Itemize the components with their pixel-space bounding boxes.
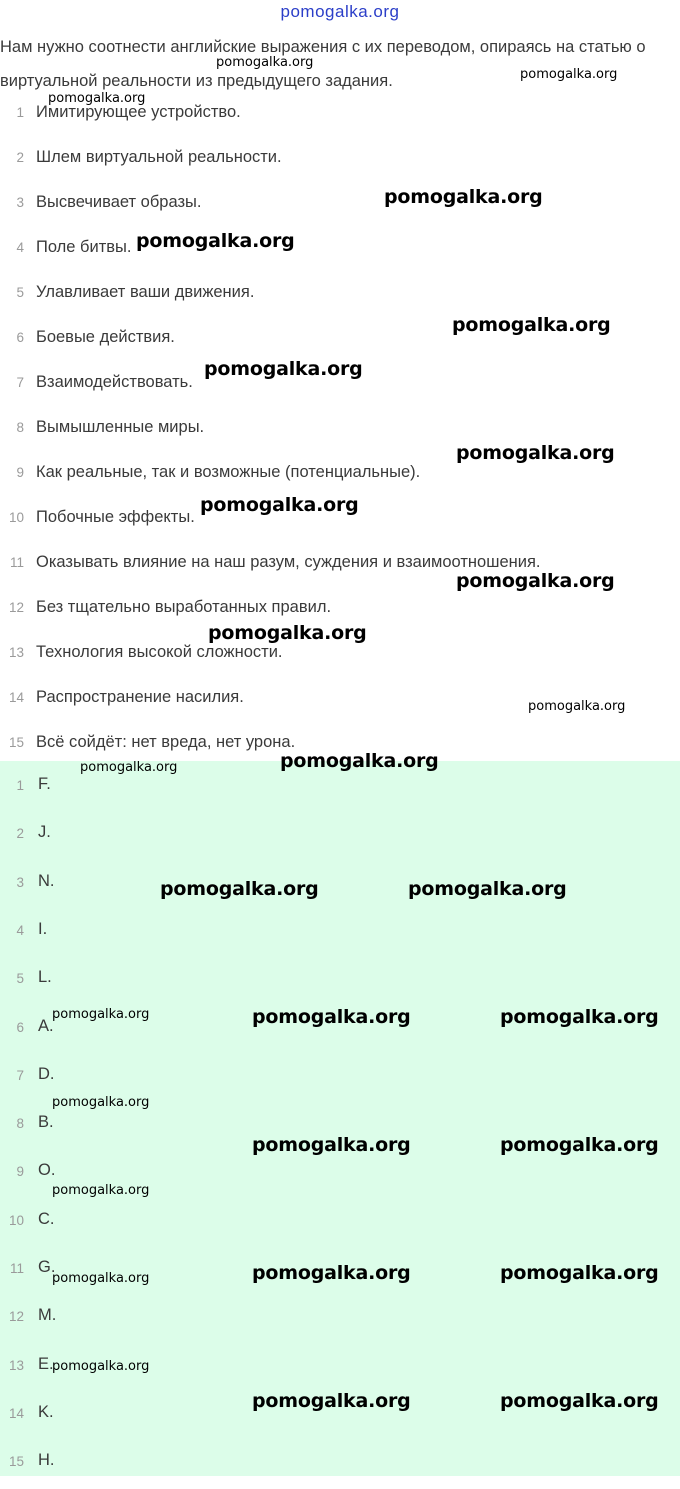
- item-text: Улавливает ваши движения.: [36, 283, 255, 301]
- item-number: 2: [16, 150, 24, 165]
- watermark-text: pomogalka.org: [520, 67, 618, 82]
- answer-number: 1: [16, 778, 24, 793]
- answer-letter: B.: [38, 1113, 54, 1132]
- watermark-text: pomogalka.org: [500, 1134, 659, 1156]
- watermark-text: pomogalka.org: [528, 699, 626, 714]
- answer-number: 8: [16, 1116, 24, 1132]
- item-text: Как реальные, так и возможные (потенциальные).: [36, 463, 421, 481]
- item-number: 4: [16, 240, 24, 255]
- item-number: 3: [16, 195, 24, 210]
- answer-number: 14: [8, 1405, 24, 1421]
- watermark-text: pomogalka.org: [500, 1390, 659, 1412]
- answer-number: 12: [8, 1309, 24, 1325]
- answer-letter: C.: [38, 1209, 55, 1228]
- item-text: Вымышленные миры.: [36, 418, 205, 436]
- watermark-text: pomogalka.org: [456, 570, 615, 592]
- answer-number: 9: [16, 1164, 24, 1180]
- answer-number: 11: [9, 1261, 24, 1276]
- watermark-text: pomogalka.org: [252, 1390, 411, 1412]
- item-text: Распространение насилия.: [36, 688, 244, 706]
- answer-item: [0, 1296, 680, 1344]
- answer-item: [0, 1441, 680, 1489]
- watermark-text: pomogalka.org: [452, 314, 611, 336]
- watermark-text: pomogalka.org: [408, 878, 567, 900]
- item-text: Всё сойдёт: нет вреда, нет урона.: [36, 733, 296, 751]
- watermark-text: pomogalka.org: [500, 1262, 659, 1284]
- watermark-text: pomogalka.org: [456, 442, 615, 464]
- answer-letter: I.: [38, 919, 48, 938]
- item-number: 11: [9, 555, 24, 570]
- item-number: 1: [16, 105, 24, 120]
- answer-number: 4: [16, 922, 24, 938]
- answer-letter: E.: [38, 1354, 54, 1373]
- answer-number: 2: [16, 826, 24, 842]
- watermark-text: pomogalka.org: [200, 494, 359, 516]
- item-text: Имитирующее устройство.: [36, 103, 241, 121]
- watermark-text: pomogalka.org: [280, 750, 439, 772]
- watermark-text: pomogalka.org: [52, 1183, 150, 1198]
- item-number: 12: [8, 600, 24, 615]
- watermark-text: pomogalka.org: [52, 1271, 150, 1286]
- item-number: 15: [8, 735, 24, 750]
- item-number: 9: [16, 465, 24, 480]
- answer-number: 15: [8, 1454, 24, 1470]
- item-text: Высвечивает образы.: [36, 193, 202, 211]
- answer-letter: A.: [38, 1016, 54, 1035]
- item-number: 6: [16, 330, 24, 345]
- answer-number: 5: [16, 971, 24, 987]
- answer-item: [0, 1200, 680, 1248]
- answer-letter: L.: [38, 968, 52, 987]
- answer-number: 10: [8, 1212, 24, 1228]
- watermark-text: pomogalka.org: [252, 1134, 411, 1156]
- item-text: Взаимодействовать.: [36, 373, 193, 391]
- watermark-text: pomogalka.org: [136, 230, 295, 252]
- answer-number: 7: [16, 1067, 24, 1083]
- watermark-text: pomogalka.org: [208, 622, 367, 644]
- item-number: 10: [8, 510, 24, 525]
- item-number: 14: [8, 690, 24, 705]
- watermark-text: pomogalka.org: [48, 91, 146, 106]
- watermark-text: pomogalka.org: [216, 55, 314, 70]
- answer-letter: N.: [38, 871, 55, 890]
- watermark-text: pomogalka.org: [160, 878, 319, 900]
- item-number: 7: [16, 375, 24, 390]
- list-item: [0, 182, 680, 227]
- item-number: 5: [16, 285, 24, 300]
- item-text: Побочные эффекты.: [36, 508, 195, 526]
- watermark-text: pomogalka.org: [52, 1007, 150, 1022]
- item-text: Технология высокой сложности.: [36, 643, 283, 661]
- item-text: Шлем виртуальной реальности.: [36, 148, 282, 166]
- watermark-text: pomogalka.org: [384, 186, 543, 208]
- answer-letter: J.: [38, 823, 51, 842]
- answer-number: 13: [8, 1357, 24, 1373]
- watermark-text: pomogalka.org: [500, 1006, 659, 1028]
- watermark-text: pomogalka.org: [52, 1095, 150, 1110]
- watermark-text: pomogalka.org: [252, 1006, 411, 1028]
- answer-number: 6: [16, 1019, 24, 1035]
- answer-item: [0, 862, 680, 910]
- item-text: Оказывать влияние на наш разум, суждения и взаимоотношения.: [36, 553, 541, 571]
- watermark-text: pomogalka.org: [204, 358, 363, 380]
- item-text: Без тщательно выработанных правил.: [36, 598, 332, 616]
- watermark-text: pomogalka.org: [80, 760, 178, 775]
- list-item: [0, 227, 680, 272]
- answer-letter: O.: [38, 1161, 56, 1180]
- item-text: Боевые действия.: [36, 328, 175, 346]
- answer-letter: M.: [38, 1306, 57, 1325]
- watermark-text: pomogalka.org: [252, 1262, 411, 1284]
- answer-letter: H.: [38, 1451, 55, 1470]
- item-text: Поле битвы.: [36, 238, 132, 256]
- answer-letter: G.: [38, 1258, 56, 1276]
- answer-number: 3: [16, 874, 24, 890]
- item-number: 8: [16, 420, 24, 435]
- answer-letter: D.: [38, 1064, 55, 1083]
- intro-text: Нам нужно соотнести английские выражения с их переводом, опираясь на статью о виртуальной реальности из предыдущего задания.: [0, 38, 646, 90]
- list-item: [0, 272, 680, 317]
- site-logo[interactable]: pomogalka.org: [280, 2, 400, 21]
- answer-item: [0, 813, 680, 861]
- answer-item: [0, 910, 680, 958]
- list-item: [0, 137, 680, 182]
- item-number: 13: [8, 645, 24, 660]
- answer-item: [0, 958, 680, 1006]
- watermark-text: pomogalka.org: [52, 1359, 150, 1374]
- answer-letter: F.: [38, 775, 51, 793]
- answer-letter: K.: [38, 1402, 54, 1421]
